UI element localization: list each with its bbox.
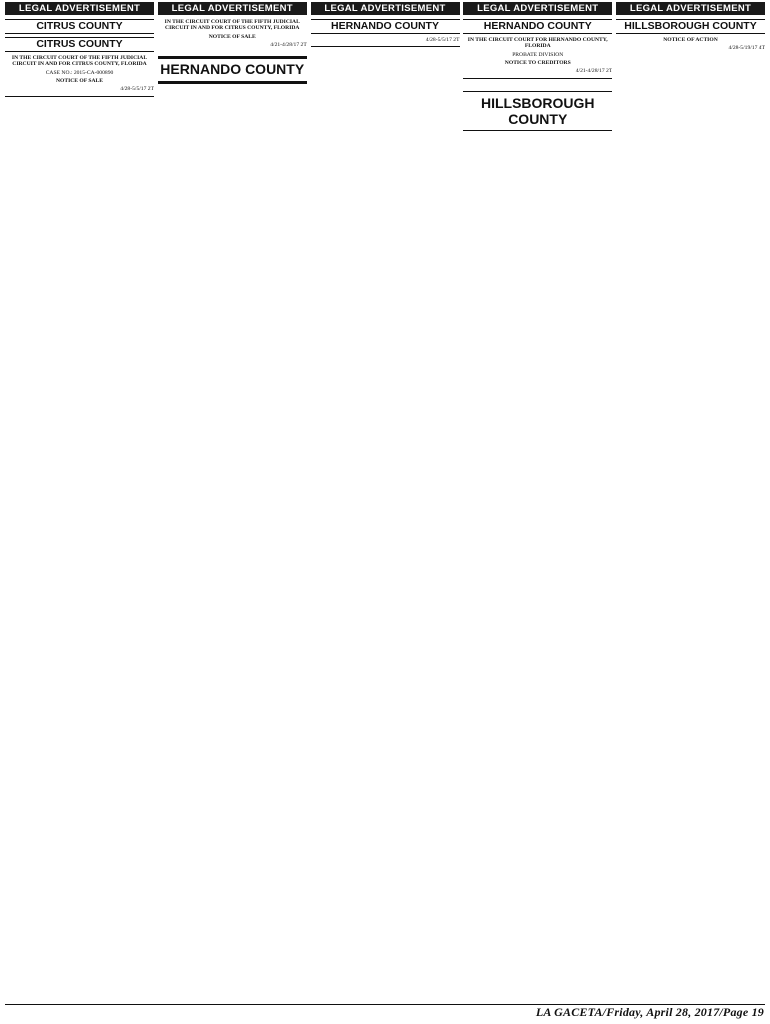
column-1 — [5, 19, 154, 1004]
county-heading: CITRUS COUNTY — [5, 37, 154, 52]
column-2 — [158, 19, 307, 1004]
notice-divider — [463, 78, 612, 79]
column-3 — [311, 19, 460, 1004]
county-heading: HERNANDO COUNTY — [158, 56, 307, 84]
county-heading: HILLSBOROUGH COUNTY — [616, 19, 765, 34]
notice-heading: NOTICE OF SALE — [55, 78, 104, 85]
page-footer: LA GACETA/Friday, April 28, 2017/Page 19 — [535, 1005, 764, 1019]
column-5 — [616, 19, 765, 1004]
division-label: PROBATE DIVISION — [512, 51, 564, 58]
header-label-5: LEGAL ADVERTISEMENT — [616, 2, 765, 15]
county-heading: HERNANDO COUNTY — [463, 19, 612, 34]
court-caption: IN THE CIRCUIT COURT FOR HERNANDO COUNTY, FLORIDA — [467, 37, 608, 50]
section-headers — [5, 2, 765, 17]
notice-heading: NOTICE OF SALE — [208, 33, 256, 40]
notice-signoff: 4/28-5/19/17 4T — [728, 45, 765, 52]
notice-divider — [311, 46, 460, 47]
header-label-3: LEGAL ADVERTISEMENT — [311, 2, 460, 15]
county-heading: CITRUS COUNTY — [5, 19, 154, 34]
court-caption: IN THE CIRCUIT COURT OF THE FIFTH JUDICIAL CIRCUIT IN AND FOR CITRUS COUNTY, FLORIDA — [11, 55, 148, 68]
notice-heading: NOTICE TO CREDITORS — [504, 60, 571, 67]
column-4 — [463, 19, 612, 1004]
legal-columns — [5, 19, 765, 1004]
notice-signoff: 4/28-5/5/17 2T — [120, 86, 154, 93]
county-heading: HILLSBOROUGH COUNTY — [463, 91, 612, 131]
notice-heading: NOTICE OF ACTION — [663, 37, 718, 43]
notice-signoff: 4/28-5/5/17 2T — [425, 37, 460, 43]
header-label-2: LEGAL ADVERTISEMENT — [158, 2, 307, 15]
notice-divider — [5, 96, 154, 97]
notice-signoff: 4/21-4/28/17 2T — [270, 42, 307, 49]
header-label-1: LEGAL ADVERTISEMENT — [5, 2, 154, 15]
notice-signoff: 4/21-4/28/17 2T — [575, 68, 613, 75]
case-number: CASE NO.: 2015-CA-000890 — [45, 69, 114, 76]
court-caption: IN THE CIRCUIT COURT OF THE FIFTH JUDICIAL CIRCUIT IN AND FOR CITRUS COUNTY, FLORIDA — [164, 19, 300, 32]
county-heading: HERNANDO COUNTY — [311, 19, 460, 34]
header-label-4: LEGAL ADVERTISEMENT — [463, 2, 612, 15]
